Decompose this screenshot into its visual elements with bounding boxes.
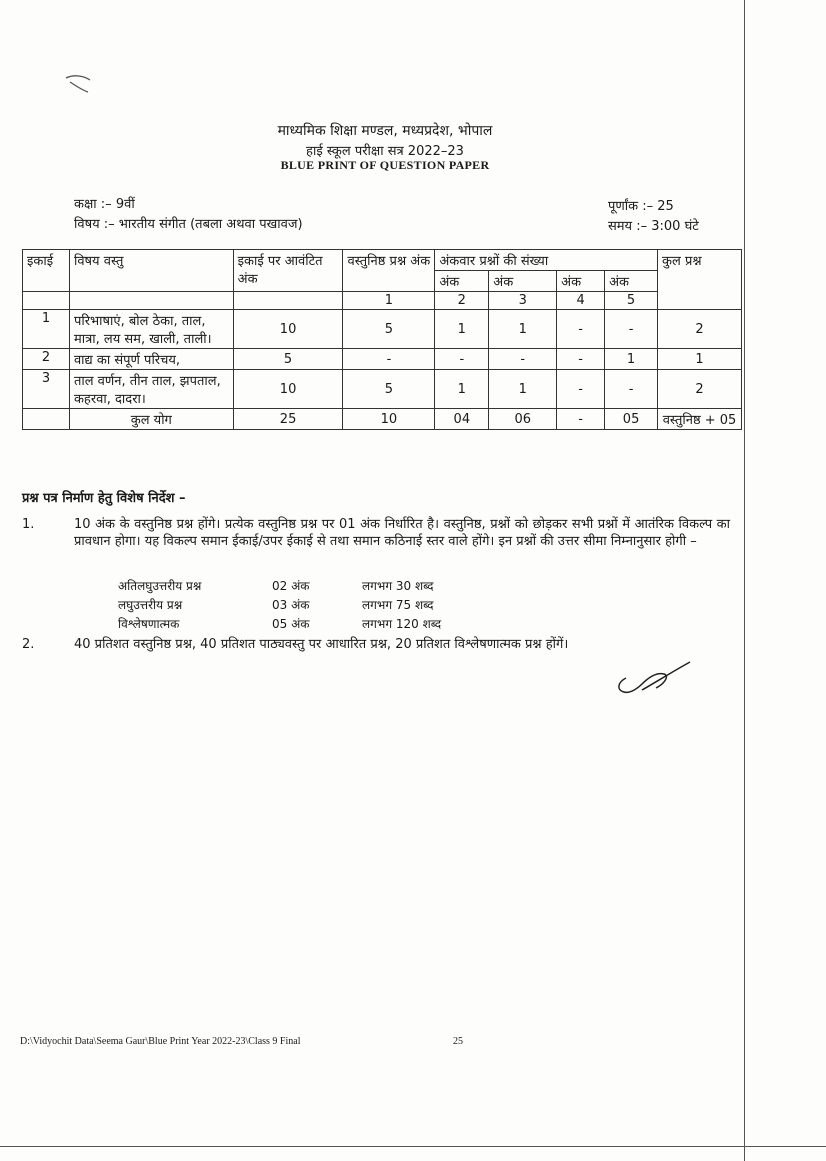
count-cell: - — [605, 370, 658, 409]
count-cell: 1 — [435, 310, 489, 349]
column-number: 1 — [343, 292, 435, 310]
subheader-ank: अंक — [557, 271, 605, 292]
page-number: 25 — [453, 1036, 463, 1047]
page-edge-line — [744, 0, 745, 1161]
limit-type: लघुउत्तरीय प्रश्न — [118, 598, 183, 612]
count-cell: - — [557, 349, 605, 370]
subheader-ank: अंक — [489, 271, 557, 292]
document-title: BLUE PRINT OF QUESTION PAPER — [280, 158, 490, 172]
item-number: 1. — [22, 517, 35, 532]
count-cell: 05 — [605, 409, 658, 430]
unit-cell: 2 — [23, 349, 70, 370]
header-marks: इकाई पर आवंटित अंक — [233, 250, 343, 292]
count-cell: - — [435, 349, 489, 370]
unit-cell: 1 — [23, 310, 70, 349]
file-path: D:\Vidyochit Data\Seema Gaur\Blue Print Year 2022-23\Class 9 Final — [20, 1036, 301, 1047]
objective-cell: 5 — [343, 310, 435, 349]
marks-cell: 5 — [233, 349, 343, 370]
blueprint-table — [22, 249, 742, 430]
content-cell: ताल वर्णन, तीन ताल, झपताल, कहरवा, दादरा। — [69, 370, 233, 409]
column-number: 3 — [489, 292, 557, 310]
objective-cell: 10 — [343, 409, 435, 430]
marks-cell: 10 — [233, 370, 343, 409]
instruction-item-1: 10 अंक के वस्तुनिष्ठ प्रश्न होंगे। प्रत्येक वस्तुनिष्ठ प्रश्न पर 01 अंक निर्धारित है। वस्तुनिष्ठ, प्रश्नों को छोड़कर सभी प्रश्नों में आतंरिक विकल्प का प्रावधान होगा। यह विकल्प समान ईकाई/उपर ईकाई से तथा समान कठिनाई स्तर वाले होंगे। इन प्रश्नों की उत्तर सीमा निम्नानुसार होगी – — [74, 517, 730, 549]
objective-cell: - — [343, 349, 435, 370]
limit-type: विश्लेषणात्मक — [118, 617, 180, 631]
count-cell: - — [489, 349, 557, 370]
table-number-row — [23, 292, 742, 310]
column-number: 5 — [605, 292, 658, 310]
marks-cell: 10 — [233, 310, 343, 349]
instruction-item-2: 40 प्रतिशत वस्तुनिष्ठ प्रश्न, 40 प्रतिशत पाठ्यवस्तु पर आधारित प्रश्न, 20 प्रतिशत विश्लेषणात्मक प्रश्न होंगें। — [74, 637, 569, 652]
item-number: 2. — [22, 637, 35, 652]
count-cell: 1 — [605, 349, 658, 370]
subject-label: विषय :– भारतीय संगीत (तबला अथवा पखावज) — [74, 217, 303, 232]
instructions-heading: प्रश्न पत्र निर्माण हेतु विशेष निर्देश – — [22, 491, 186, 506]
count-cell: 04 — [435, 409, 489, 430]
limit-words: लगभग 75 शब्द — [362, 598, 434, 612]
column-number: 2 — [435, 292, 489, 310]
header-unit: इकाई — [23, 250, 70, 292]
total-label: कुल योग — [69, 409, 233, 430]
content-cell: वाद्य का संपूर्ण परिचय, — [69, 349, 233, 370]
table-header-row — [23, 250, 742, 271]
unit-cell: 3 — [23, 370, 70, 409]
count-cell: - — [557, 370, 605, 409]
subheader-ank: अंक — [605, 271, 658, 292]
table-total-row — [23, 409, 742, 430]
pen-scribble-mark — [62, 72, 96, 96]
subheader-ank: अंक — [435, 271, 489, 292]
exam-session: हाई स्कूल परीक्षा सत्र 2022–23 — [306, 144, 464, 159]
content-cell: परिभाषाएं, बोल ठेका, ताल, मात्रा, लय सम, खाली, ताली। — [69, 310, 233, 349]
objective-cell: 5 — [343, 370, 435, 409]
count-cell: 06 — [489, 409, 557, 430]
limit-words: लगभग 30 शब्द — [362, 579, 434, 593]
total-cell: वस्तुनिष्ठ + 05 — [658, 409, 742, 430]
count-cell: 1 — [489, 310, 557, 349]
count-cell: - — [557, 409, 605, 430]
table-row — [23, 310, 742, 349]
count-cell: 1 — [489, 370, 557, 409]
class-label: कक्षा :– 9वीं — [74, 197, 135, 212]
header-objective: वस्तुनिष्ठ प्रश्न अंक — [343, 250, 435, 292]
header-markwise: अंकवार प्रश्नों की संख्या — [435, 250, 658, 271]
table-row — [23, 370, 742, 409]
time-label: समय :– 3:00 घंटे — [608, 219, 699, 234]
column-number: 4 — [557, 292, 605, 310]
count-cell: - — [605, 310, 658, 349]
limit-words: लगभग 120 शब्द — [362, 617, 442, 631]
total-cell: 2 — [658, 310, 742, 349]
count-cell: - — [557, 310, 605, 349]
table-row — [23, 349, 742, 370]
total-cell: 1 — [658, 349, 742, 370]
total-marks-label: पूर्णांक :– 25 — [608, 199, 674, 214]
count-cell: 1 — [435, 370, 489, 409]
header-total: कुल प्रश्न — [658, 250, 742, 310]
header-content: विषय वस्तु — [69, 250, 233, 292]
limit-marks: 02 अंक — [272, 579, 310, 593]
limit-marks: 05 अंक — [272, 617, 310, 631]
limit-type: अतिलघुउत्तरीय प्रश्न — [118, 579, 202, 593]
limit-marks: 03 अंक — [272, 598, 310, 612]
signature — [612, 654, 702, 702]
board-name: माध्यमिक शिक्षा मण्डल, मध्यप्रदेश, भोपाल — [277, 123, 493, 139]
marks-cell: 25 — [233, 409, 343, 430]
total-cell: 2 — [658, 370, 742, 409]
page-bottom-line — [0, 1146, 826, 1147]
